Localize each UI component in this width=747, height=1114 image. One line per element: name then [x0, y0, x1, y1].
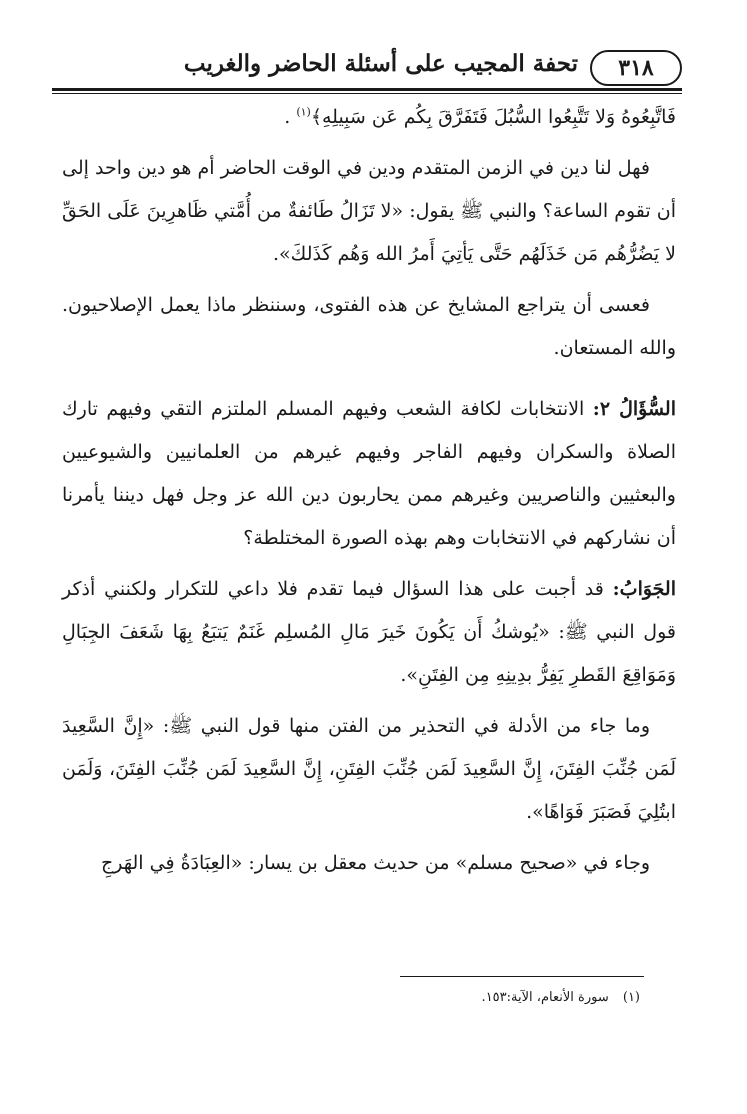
paragraph: [62, 842, 676, 885]
verse-text: فَاتَّبِعُوهُ وَلا تَتَّبِعُوا السُّبُلَ فَتَفَرَّقَ بِكُم عَن سَبِيلِهِ﴾: [310, 106, 676, 128]
answer-text: قد أجبت على هذا السؤال فيما تقدم فلا داعي للتكرار ولكنني أذكر قول النبي ﷺ: «يُوشكُ أَن يَكُونَ خَيرَ مَالِ المُسلِم غَنَمٌ يَتبَعُ بِهَا شَعَفَ الجِبَالِ وَمَوَاقِعَ القَطرِ يَفِرُّ بدِينِهِ مِن الفِتَنِ».: [62, 578, 676, 686]
verse-tail: .: [284, 106, 297, 128]
question-text: الانتخابات لكافة الشعب وفيهم المسلم الملتزم التقي وفيهم تارك الصلاة والسكران وفيهم الفاجر وفيهم غيرهم من العلمانيين والشيوعيين والبعثيين والناصريين وغيرهم ممن يحاربون دين الله عز وجل فهل ديننا يأمرنا أن نشاركهم في الانتخابات وهم بهذه الصورة المختلطة؟: [62, 398, 676, 549]
header-rule-thin: [52, 93, 682, 94]
page-body: [62, 96, 676, 893]
page-header: [52, 48, 682, 94]
paragraph-text: فعسى أن يتراجع المشايخ عن هذه الفتوى، وسننظر ماذا يعمل الإصلاحيون. والله المستعان.: [62, 294, 676, 359]
footnote-ref[interactable]: (١): [296, 105, 311, 119]
paragraph: [62, 284, 676, 370]
page-number-badge: ٣١٨: [590, 50, 682, 86]
footnote-text: سورة الأنعام، الآية:١٥٣.: [481, 990, 609, 1005]
footnote: [62, 986, 640, 1010]
question-label: السُّؤَالُ ٢:: [592, 398, 676, 420]
footnote-number: (١): [622, 990, 640, 1005]
paragraph-text: فهل لنا دين في الزمن المتقدم ودين في الوقت الحاضر أم هو دين واحد إلى أن تقوم الساعة؟ والنبي ﷺ يقول: «لا تَزَالُ طَائفةٌ من أُمَّتي ظَاهرِينَ عَلَى الحَقِّ لا يَضُرُّهُم مَن خَذَلَهُم حَتَّى يَأتِيَ أَمرُ الله وَهُم كَذَلكَ».: [62, 157, 676, 265]
paragraph: [62, 147, 676, 276]
answer-label: الجَوَابُ:: [612, 578, 676, 600]
running-title: تحفة المجيب على أسئلة الحاضر والغريب: [183, 50, 578, 77]
paragraph-verse-end: [62, 96, 676, 139]
answer-paragraph: [62, 568, 676, 697]
footnote-separator: [400, 976, 644, 977]
paragraph-text: وجاء في «صحيح مسلم» من حديث معقل بن يسار: «العِبَادَةُ فِي الهَرجِ: [101, 852, 650, 874]
paragraph: [62, 705, 676, 834]
header-rule: [52, 88, 682, 91]
question-paragraph: [62, 388, 676, 560]
paragraph-text: وما جاء من الأدلة في التحذير من الفتن منها قول النبي ﷺ: «إِنَّ السَّعِيدَ لَمَن جُنِّبَ الفِتَنَ، إِنَّ السَّعِيدَ لَمَن جُنِّبَ الفِتَنِ، إِنَّ السَّعِيدَ لَمَن جُنِّبَ الفِتَنَ، وَلَمَن ابتُلِيَ فَصَبَرَ فَوَاهًا».: [62, 715, 676, 823]
